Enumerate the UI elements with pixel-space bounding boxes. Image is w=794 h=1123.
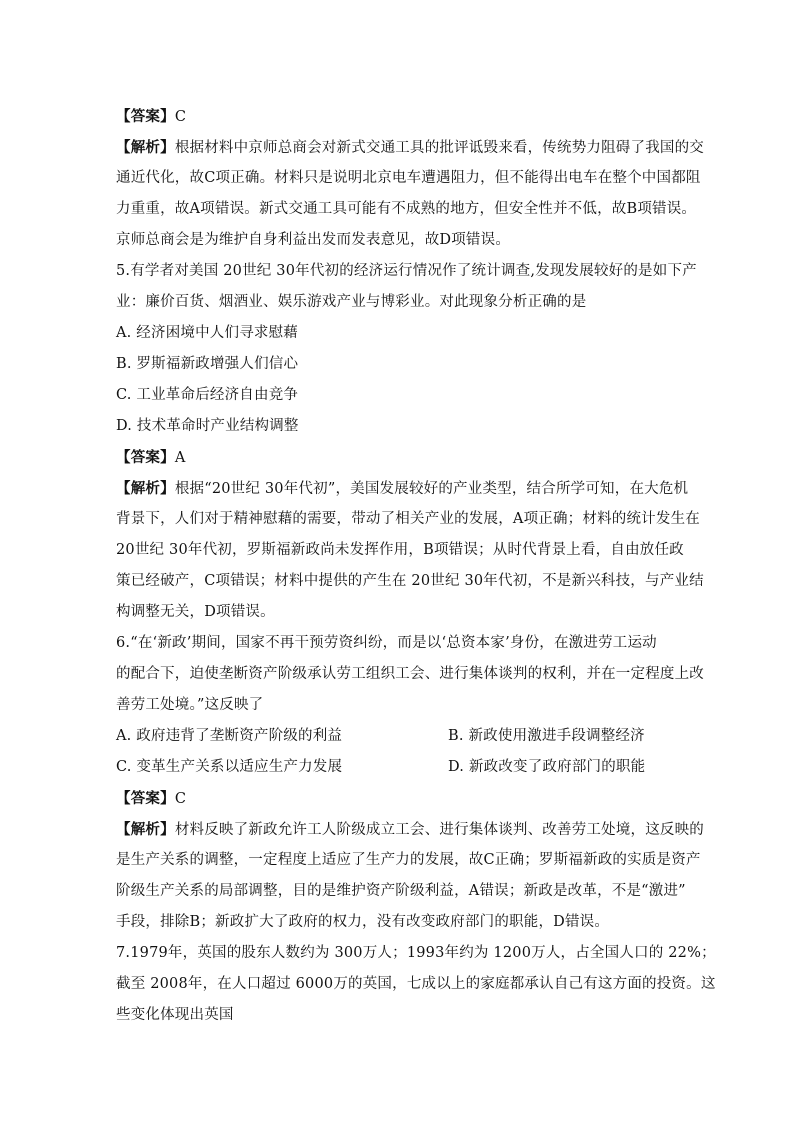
question-5-stem: 业：廉价百货、烟酒业、娱乐游戏产业与博彩业。对此现象分析正确的是 [116, 294, 587, 310]
text-line: 背景下，人们对于精神慰藉的需要，带动了相关产业的发展，A项正确；材料的统计发生在 [116, 511, 700, 527]
question-5-option-b: B. 罗斯福新政增强人们信心 [116, 356, 299, 372]
analysis-line: 【解析】材料反映了新政允许工人阶级成立工会、进行集体谈判、改善劳工处境，这反映的 [116, 821, 705, 838]
question-5-option-d: D. 技术革命时产业结构调整 [116, 418, 299, 434]
text-line: 策已经破产，C项错误；材料中提供的产生在 20世纪 30年代初，不是新兴科技，与产业结 [116, 573, 704, 589]
text-line: 阶级生产关系的局部调整，目的是维护资产阶级利益，A错误；新政是改革，不是“激进” [116, 883, 686, 899]
answer-line: 【答案】A [116, 449, 186, 466]
question-7-stem: 些变化体现出英国 [116, 1007, 234, 1023]
question-6-options-row [116, 721, 706, 752]
text-line: 构调整无关，D项错误。 [116, 604, 275, 620]
answer-line: 【答案】C [116, 790, 187, 807]
text-line: 力重重，故A项错误。新式交通工具可能有不成熟的地方，但安全性并不低，故B项错误。 [116, 201, 697, 217]
analysis-line: 【解析】根据材料中京师总商会对新式交通工具的批评诋毁来看，传统势力阻碍了我国的交 [116, 139, 705, 156]
question-6-options-row [116, 752, 706, 783]
question-7-stem: 截至 2008年，在人口超过 6000万的英国，七成以上的家庭都承认自己有这方面的投资。这 [116, 976, 716, 992]
text-line: 手段，排除B；新政扩大了政府的权力，没有改变政府部门的职能，D错误。 [116, 914, 610, 930]
text-line: 京师总商会是为维护自身利益出发而发表意见，故D项错误。 [116, 232, 511, 248]
text-line: 是生产关系的调整，一定程度上适应了生产力的发展，故C正确；罗斯福新政的实质是资产 [116, 852, 701, 868]
question-6-option-c: C. 变革生产关系以适应生产力发展 [116, 759, 343, 775]
document-body [116, 101, 716, 1031]
analysis-line: 【解析】根据“20世纪 30年代初”，美国发展较好的产业类型，结合所学可知，在大危机 [116, 480, 689, 497]
question-6-option-a: A. 政府违背了垄断资产阶级的利益 [116, 728, 343, 744]
question-6-stem: 6.“在‘新政’期间，国家不再干预劳资纠纷，而是以‘总资本家’身份，在激进劳工运动 [116, 635, 657, 651]
question-5-option-a: A. 经济困境中人们寻求慰藉 [116, 325, 298, 341]
question-6-stem: 善劳工处境。”这反映了 [116, 697, 264, 713]
question-6-option-b: B. 新政使用激进手段调整经济 [448, 728, 645, 744]
text-line: 20世纪 30年代初，罗斯福新政尚未发挥作用，B项错误；从时代背景上看，自由放任政 [116, 542, 684, 558]
question-5-option-c: C. 工业革命后经济自由竞争 [116, 387, 299, 403]
text-line: 通近代化，故C项正确。材料只是说明北京电车遭遇阻力，但不能得出电车在整个中国都阻 [116, 170, 701, 186]
question-5-stem: 5.有学者对美国 20世纪 30年代初的经济运行情况作了统计调查,发现发展较好的是如下产 [116, 263, 697, 279]
question-6-option-d: D. 新政改变了政府部门的职能 [448, 759, 646, 775]
answer-line: 【答案】C [116, 108, 187, 125]
question-6-stem: 的配合下，迫使垄断资产阶级承认劳工组织工会、进行集体谈判的权利，并在一定程度上改 [116, 666, 704, 682]
question-7-stem: 7.1979年，英国的股东人数约为 300万人；1993年约为 1200万人，占全国人口的 22%； [116, 945, 716, 961]
